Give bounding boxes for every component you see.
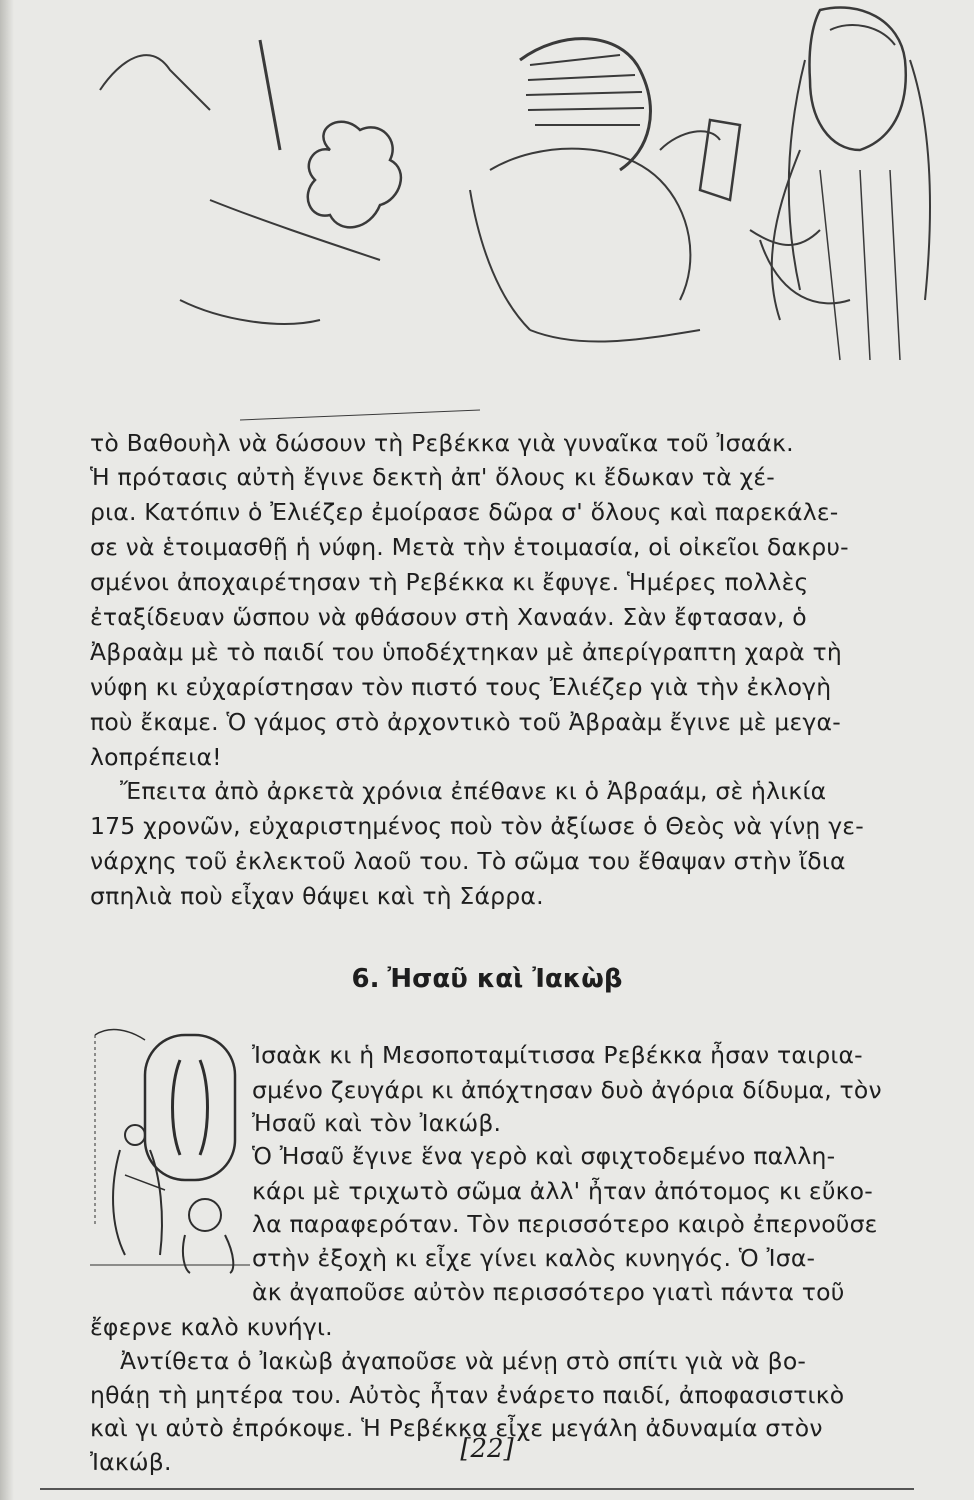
- page-number: [22]: [460, 1434, 514, 1464]
- text-line: σμένοι ἀποχαιρέτησαν τὴ Ρεβέκκα κι ἔφυγε. Ἡμέρες πολλὲς: [90, 568, 809, 596]
- page-bottom-edge: [40, 1488, 914, 1490]
- text-line: Ἀβραὰμ μὲ τὸ παιδί του ὑποδέχτηκαν μὲ ἀπερίγραπτη χαρὰ τὴ: [90, 638, 842, 666]
- text-line: κάρι μὲ τριχωτὸ σῶμα ἀλλ' ἦταν ἀπότομος κι εὔκο-: [252, 1177, 873, 1205]
- text-line: καὶ γι αὐτὸ ἐπρόκοψε. Ἡ Ρεβέκκα εἶχε μεγάλη ἀδυναμία στὸν: [90, 1414, 823, 1442]
- text-line: Ἀντίθετα ὁ Ἰακὼβ ἀγαποῦσε νὰ μένῃ στὸ σπίτι γιὰ νὰ βο-: [120, 1347, 807, 1375]
- dropcap-illustration: [90, 1025, 250, 1275]
- text-line: νύφη κι εὐχαρίστησαν τὸν πιστό τους Ἐλιέζερ γιὰ τὴν ἐκλογὴ: [90, 673, 832, 701]
- text-line: τὸ Βαθουὴλ νὰ δώσουν τὴ Ρεβέκκα γιὰ γυναῖκα τοῦ Ἰσαάκ.: [90, 429, 794, 457]
- text-line: ηθάῃ τὴ μητέρα του. Αὐτὸς ἦταν ἐνάρετο παιδί, ἀποφασιστικὸ: [90, 1381, 845, 1409]
- illustration-eliezer-rebekah: [60, 0, 940, 430]
- text-line: σμένο ζευγάρι κι ἀπόχτησαν δυὸ ἀγόρια δίδυμα, τὸν: [252, 1076, 882, 1104]
- text-line: Ἡ πρότασις αὐτὴ ἔγινε δεκτὴ ἀπ' ὅλους κι ἔδωκαν τὰ χέ-: [90, 463, 775, 491]
- text-line: στὴν ἐξοχὴ κι εἶχε γίνει καλὸς κυνηγός. Ὁ Ἰσα-: [252, 1244, 816, 1272]
- section-heading: [0, 963, 974, 995]
- text-line: σπηλιὰ ποὺ εἶχαν θάψει καὶ τὴ Σάρρα.: [90, 882, 544, 910]
- text-line: ὰκ ἀγαποῦσε αὐτὸν περισσότερο γιατὶ πάντα τοῦ: [252, 1278, 845, 1306]
- text-line: Ὁ Ἠσαῦ ἔγινε ἕνα γερὸ καὶ σφιχτοδεμένο παλλη-: [252, 1142, 836, 1170]
- text-line: λα παραφερόταν. Τὸν περισσότερο καιρὸ ἐπερνοῦσε: [252, 1210, 878, 1238]
- section-number: 6.: [351, 964, 380, 994]
- text-line: ἔφερνε καλὸ κυνήγι.: [90, 1313, 333, 1341]
- text-line: σε νὰ ἑτοιμασθῇ ἡ νύφη. Μετὰ τὴν ἑτοιμασία, οἱ οἰκεῖοι δακρυ-: [90, 533, 849, 561]
- text-line: ρια. Κατόπιν ὁ Ἐλιέζερ ἐμοίρασε δῶρα σ' ὅλους καὶ παρεκάλε-: [90, 498, 839, 526]
- text-line: ἐταξίδευαν ὥσπου νὰ φθάσουν στὴ Χαναάν. Σὰν ἔφτασαν, ὁ: [90, 603, 807, 631]
- text-line: λοπρέπεια!: [90, 743, 222, 771]
- text-line: Ἰσαὰκ κι ἡ Μεσοποταμίτισσα Ρεβέκκα ἦσαν ταιρια-: [252, 1041, 863, 1069]
- text-line: Ἠσαῦ καὶ τὸν Ἰακώβ.: [252, 1109, 502, 1137]
- text-line: νάρχης τοῦ ἐκλεκτοῦ λαοῦ του. Τὸ σῶμα του ἔθαψαν στὴν ἴδια: [90, 847, 846, 875]
- section-title: Ἠσαῦ καὶ Ἰακὼβ: [387, 964, 623, 994]
- text-line: ποὺ ἔκαμε. Ὁ γάμος στὸ ἀρχοντικὸ τοῦ Ἀβραὰμ ἔγινε μὲ μεγα-: [90, 708, 841, 736]
- text-line: 175 χρονῶν, εὐχαριστημένος ποὺ τὸν ἀξίωσε ὁ Θεὸς νὰ γίνῃ γε-: [90, 812, 864, 840]
- text-line: Ἰακώβ.: [90, 1448, 172, 1476]
- text-line: Ἔπειτα ἀπὸ ἀρκετὰ χρόνια ἐπέθανε κι ὁ Ἀβραάμ, σὲ ἡλικία: [120, 777, 827, 805]
- page-edge-shadow: [0, 0, 14, 1500]
